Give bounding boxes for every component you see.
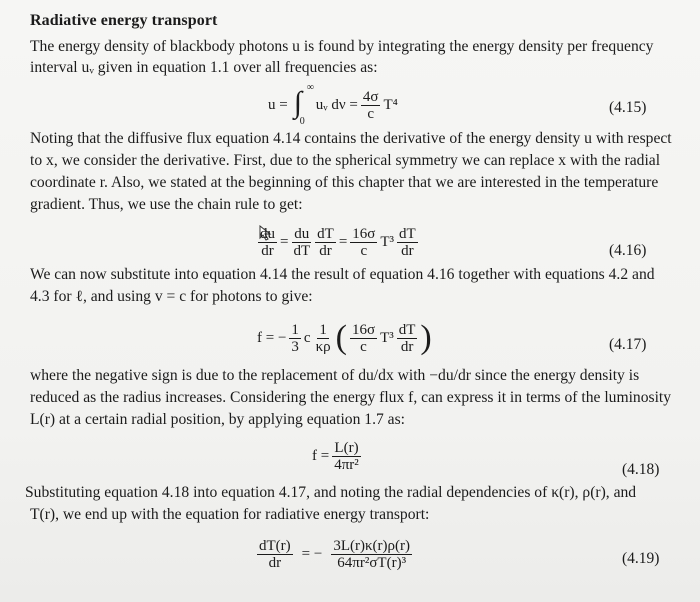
numerator: du	[294, 225, 310, 242]
equation-number: (4.15)	[609, 99, 647, 116]
fraction	[331, 538, 412, 571]
eq-term: T³	[380, 329, 394, 346]
paragraph-line: Noting that the diffusive flux equation 4.14 contains the derivative of the energy density u with respect	[30, 130, 672, 147]
paragraph-line: Substituting equation 4.18 into equation 4.17, and noting the radial dependencies of κ(r), ρ(r), and	[25, 484, 637, 501]
denominator: 4πr²	[334, 456, 359, 473]
numerator: 1	[319, 321, 327, 338]
numerator: dT(r)	[259, 537, 291, 554]
section-title: Radiative energy transport	[30, 12, 218, 29]
equation-number: (4.18)	[622, 461, 660, 478]
integral-sign: ∫ ∞ 0	[293, 82, 314, 127]
equation-number: (4.17)	[609, 336, 647, 353]
denominator: κρ	[315, 338, 331, 355]
paragraph-line: to x, we consider the derivative. First, due to the spherical symmetry we can replace x with the radial	[30, 152, 661, 169]
paragraph-line: We can now substitute into equation 4.14 the result of equation 4.16 together with equations 4.2 and	[30, 266, 655, 283]
equation-number: (4.16)	[609, 242, 647, 259]
numerator: dT	[317, 225, 334, 242]
equation-number: (4.19)	[622, 550, 660, 567]
numerator: 3L(r)κ(r)ρ(r)	[333, 537, 410, 554]
numerator: du	[260, 225, 275, 242]
denominator: 3	[291, 338, 299, 355]
paragraph-line: where the negative sign is due to the replacement of du/dx with −du/dr since the energy density is	[30, 367, 640, 384]
paragraph-line: 4.3 for ℓ, and using v = c for photons to give:	[30, 288, 313, 305]
equation-4-16	[255, 222, 421, 262]
equation-4-17	[257, 316, 432, 360]
eq-term: T⁴	[383, 96, 398, 113]
numerator: 16σ	[351, 321, 376, 338]
fraction	[315, 226, 336, 259]
paragraph-line: L(r) at a certain radial position, by applying equation 1.7 as:	[30, 411, 406, 428]
denominator: c	[367, 105, 374, 122]
integrand: uᵥ dν =	[315, 96, 358, 113]
fraction	[350, 322, 377, 355]
denominator: dr	[261, 242, 274, 259]
eq-lhs: f = −	[257, 329, 287, 346]
equation-4-15	[268, 82, 398, 128]
paragraph-line: gradient. Thus, we use the chain rule to get:	[30, 196, 303, 213]
eq-lhs: u =	[268, 96, 288, 113]
denominator: 64πr²σT(r)³	[337, 554, 407, 571]
left-paren: (	[335, 319, 347, 356]
fraction	[361, 89, 381, 122]
paragraph-line: The energy density of blackbody photons u is found by integrating the energy density per frequency	[30, 38, 654, 55]
eq-term: T³	[380, 233, 395, 250]
paragraph-line: interval uᵥ given in equation 1.1 over all frequencies as:	[30, 59, 378, 76]
fraction	[350, 226, 377, 259]
equals-sign: =	[280, 233, 289, 250]
fraction	[397, 322, 418, 355]
numerator: 1	[291, 321, 299, 338]
numerator: 16σ	[352, 225, 376, 242]
fraction	[257, 538, 293, 571]
paragraph-line: T(r), we end up with the equation for radiative energy transport:	[30, 506, 430, 523]
right-paren: )	[420, 319, 432, 356]
denominator: dr	[401, 242, 414, 259]
integral-lower-limit: 0	[299, 116, 305, 127]
numerator: 4σ	[362, 88, 379, 105]
integral-upper-limit: ∞	[306, 82, 314, 93]
paragraph-line: reduced as the radius increases. Considering the energy flux f, can express it in terms of the luminosity	[30, 389, 672, 406]
fraction	[258, 226, 277, 259]
eq-lhs: f =	[312, 447, 330, 464]
denominator: c	[360, 242, 368, 259]
denominator: dr	[400, 338, 414, 355]
denominator: c	[360, 338, 367, 355]
eq-term: c	[303, 329, 311, 346]
numerator: L(r)	[334, 439, 359, 456]
fraction	[397, 226, 418, 259]
fraction	[332, 440, 361, 473]
fraction	[291, 226, 312, 259]
equation-4-18	[312, 436, 364, 476]
numerator: dT	[398, 321, 416, 338]
equals-sign: = −	[301, 545, 323, 562]
numerator: dT	[399, 225, 416, 242]
fraction	[289, 322, 301, 355]
paragraph-line: coordinate r. Also, we stated at the beginning of this chapter that we are interested in the temperature	[30, 174, 659, 191]
equation-4-19	[254, 532, 415, 576]
fraction	[314, 322, 333, 355]
denominator: dr	[268, 554, 282, 571]
equals-sign: =	[338, 233, 348, 250]
denominator: dr	[319, 242, 332, 259]
denominator: dT	[293, 242, 311, 259]
